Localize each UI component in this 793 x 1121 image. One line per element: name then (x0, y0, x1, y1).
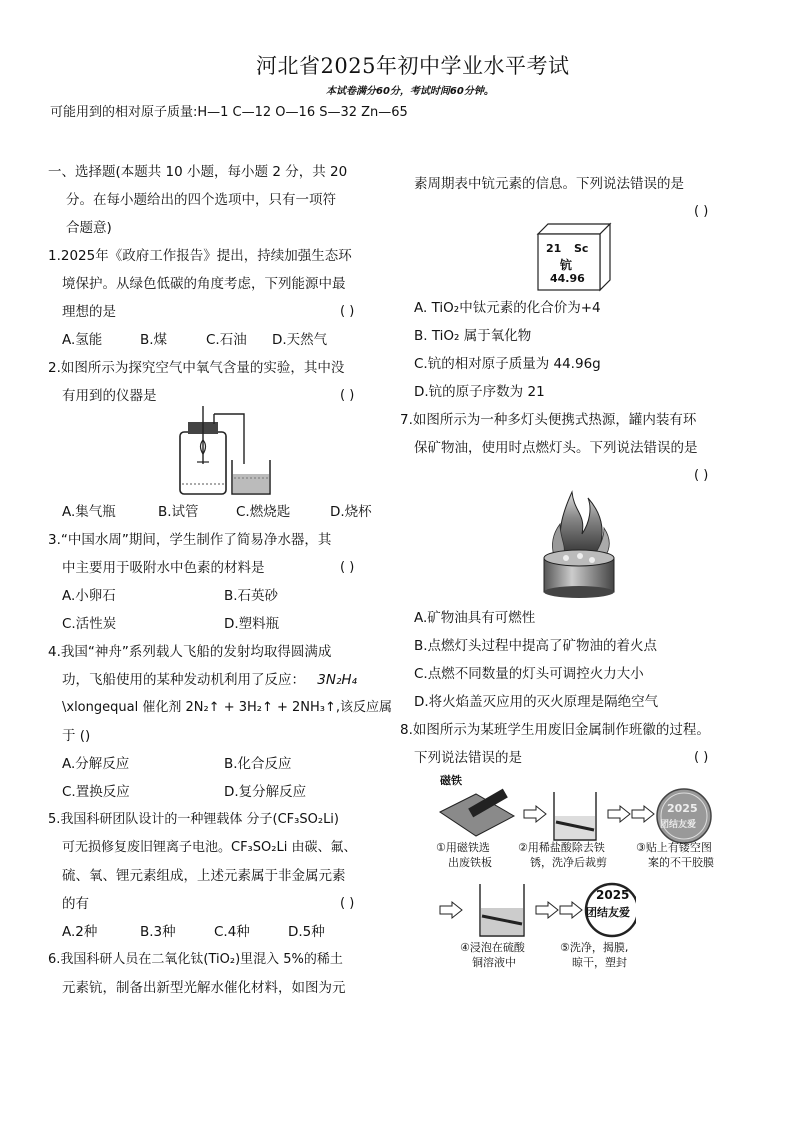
q4-text: 4.我国“神舟”系列载人飞船的发射均取得圆满成 (48, 644, 332, 660)
q7-option-a: A.矿物油具有可燃性 (414, 610, 536, 626)
q8-text: 下列说法错误的是 (414, 750, 522, 766)
section-heading: 一、选择题(本题共 10 小题，每小题 2 分，共 20 (48, 164, 348, 180)
q3-option-c: C.活性炭 (62, 616, 117, 632)
q3-text: 中主要用于吸附水中色素的材料是 (62, 560, 265, 576)
q5-option-c: C.4种 (214, 924, 250, 940)
caption-line: ①用磁铁选 (436, 841, 490, 854)
q6-text: 6.我国科研人员在二氧化钛(TiO₂)里混入 5%的稀土 (48, 952, 343, 967)
process-figure-row1 (436, 786, 766, 846)
caption-line: 锈，洗净后裁剪 (530, 856, 607, 869)
answer-blank: ( ) (340, 560, 355, 575)
caption-line: 案的不干胶膜 (648, 856, 714, 869)
q4-option-a: A.分解反应 (62, 756, 130, 772)
q7-text: 保矿物油，使用时点燃灯头。下列说法错误的是 (414, 440, 698, 456)
element-symbol: Sc (574, 242, 589, 255)
element-number: 21 (546, 242, 562, 255)
q5-option-b: B.3种 (140, 924, 176, 940)
q7-text: 7.如图所示为一种多灯头便携式热源，罐内装有环 (400, 412, 697, 428)
element-mass: 44.96 (550, 272, 585, 285)
q6-option-a: A. TiO₂中钛元素的化合价为+4 (414, 300, 601, 316)
q2-text: 有用到的仪器是 (62, 388, 157, 404)
q5-text: 硫、氧、锂元素组成，上述元素属于非金属元素 (62, 868, 346, 884)
section-heading: 合题意) (66, 220, 112, 236)
q4-option-b: B.化合反应 (224, 756, 292, 772)
badge-year-outline: 2025 (667, 802, 698, 815)
q4-text (62, 666, 357, 694)
q3-option-a: A.小卵石 (62, 588, 116, 604)
q6-option-c: C.钪的相对原子质量为 44.96g (414, 356, 601, 372)
element-name: 钪 (560, 258, 573, 272)
badge-motto: 团结友爱 (586, 906, 630, 919)
q7-option-c: C.点燃不同数量的灯头可调控火力大小 (414, 666, 644, 682)
q1-text: 理想的是 (62, 304, 116, 320)
q6-text: 元素钪，制备出新型光解水催化材料，如图为元 (62, 980, 346, 996)
q5-text: 5.我国科研团队设计的一种锂载体 分子(CF₃SO₂Li) (48, 812, 339, 827)
q4-option-c: C.置换反应 (62, 784, 130, 800)
caption-line: 铜溶液中 (472, 956, 516, 969)
q5-text: 的有 (62, 896, 89, 912)
answer-blank: ( ) (340, 896, 355, 911)
oxygen-experiment-figure (170, 404, 280, 498)
q1-option-d: D.天然气 (272, 332, 328, 348)
q4-text-part: 功，飞船使用的某种发动机利用了反应： (62, 672, 305, 688)
q1-option-c: C.石油 (206, 332, 247, 348)
step-5-caption (560, 940, 628, 970)
q2-option-d: D.烧杯 (330, 504, 372, 520)
q7-option-d: D.将火焰盖灭应用的灭火原理是隔绝空气 (414, 694, 659, 710)
badge-year: 2025 (596, 888, 630, 902)
magnet-label: 磁铁 (440, 774, 462, 787)
q2-option-c: C.燃烧匙 (236, 504, 291, 520)
q2-option-a: A.集气瓶 (62, 504, 116, 520)
caption-line: 出废铁板 (448, 856, 492, 869)
caption-line: 晾干，塑封 (572, 956, 627, 969)
answer-blank: ( ) (694, 750, 709, 765)
q1-text: 1.2025年《政府工作报告》提出，持续加强生态环 (48, 248, 352, 264)
step-4-caption (460, 940, 525, 970)
section-heading: 分。在每小题给出的四个选项中，只有一项符 (66, 192, 336, 208)
burner-photo (534, 484, 624, 600)
exam-info: 本试卷满分60分，考试时间60分钟。 (326, 86, 494, 97)
q5-text: 可无损修复废旧锂离子电池。CF₃SO₂Li 由碳、氟、 (62, 840, 357, 855)
badge-motto-outline: 团结友爱 (660, 820, 697, 830)
q1-option-b: B.煤 (140, 332, 168, 348)
answer-blank: ( ) (340, 304, 355, 319)
q2-option-b: B.试管 (158, 504, 199, 520)
q1-option-a: A.氢能 (62, 332, 103, 348)
q4-text: 于 () (62, 728, 91, 744)
answer-blank: ( ) (694, 468, 709, 483)
caption-line: ④浸泡在硫酸 (460, 941, 525, 954)
q4-formula: 3N₂H₄ (317, 672, 357, 688)
q4-option-d: D.复分解反应 (224, 784, 307, 800)
q1-text: 境保护。从绿色低碳的角度考虑，下列能源中最 (62, 276, 346, 292)
q6-option-d: D.钪的原子序数为 21 (414, 384, 545, 400)
q5-option-a: A.2种 (62, 924, 98, 940)
q3-option-d: D.塑料瓶 (224, 616, 280, 632)
caption-line: ⑤洗净，揭膜, (560, 941, 629, 954)
page-title: 河北省2025年初中学业水平考试 (256, 54, 570, 78)
q6-text: 素周期表中钪元素的信息。下列说法错误的是 (414, 176, 684, 192)
step-3-caption (636, 840, 714, 870)
caption-line: ③贴上有镂空图 (636, 841, 712, 854)
atomic-masses: 可能用到的相对原子质量:H—1 C—12 O—16 S—32 Zn—65 (50, 105, 408, 120)
q3-text: 3.“中国水周”期间，学生制作了简易净水器，其 (48, 532, 332, 548)
caption-line: ②用稀盐酸除去铁 (518, 841, 605, 854)
q6-option-b: B. TiO₂ 属于氧化物 (414, 328, 532, 344)
step-2-caption (518, 840, 607, 870)
answer-blank: ( ) (694, 204, 709, 219)
q8-text: 8.如图所示为某班学生用废旧金属制作班徽的过程。 (400, 722, 710, 738)
answer-blank: ( ) (340, 388, 355, 403)
q7-option-b: B.点燃灯头过程中提高了矿物油的着火点 (414, 638, 658, 654)
q5-option-d: D.5种 (288, 924, 325, 940)
q4-equation: \xlongequal 催化剂 2N₂↑ + 3H₂↑ + 2NH₃↑,该反应属 (62, 700, 393, 715)
q3-option-b: B.石英砂 (224, 588, 279, 604)
step-1-caption (436, 840, 492, 870)
q2-text: 2.如图所示为探究空气中氧气含量的实验，其中没 (48, 360, 345, 376)
